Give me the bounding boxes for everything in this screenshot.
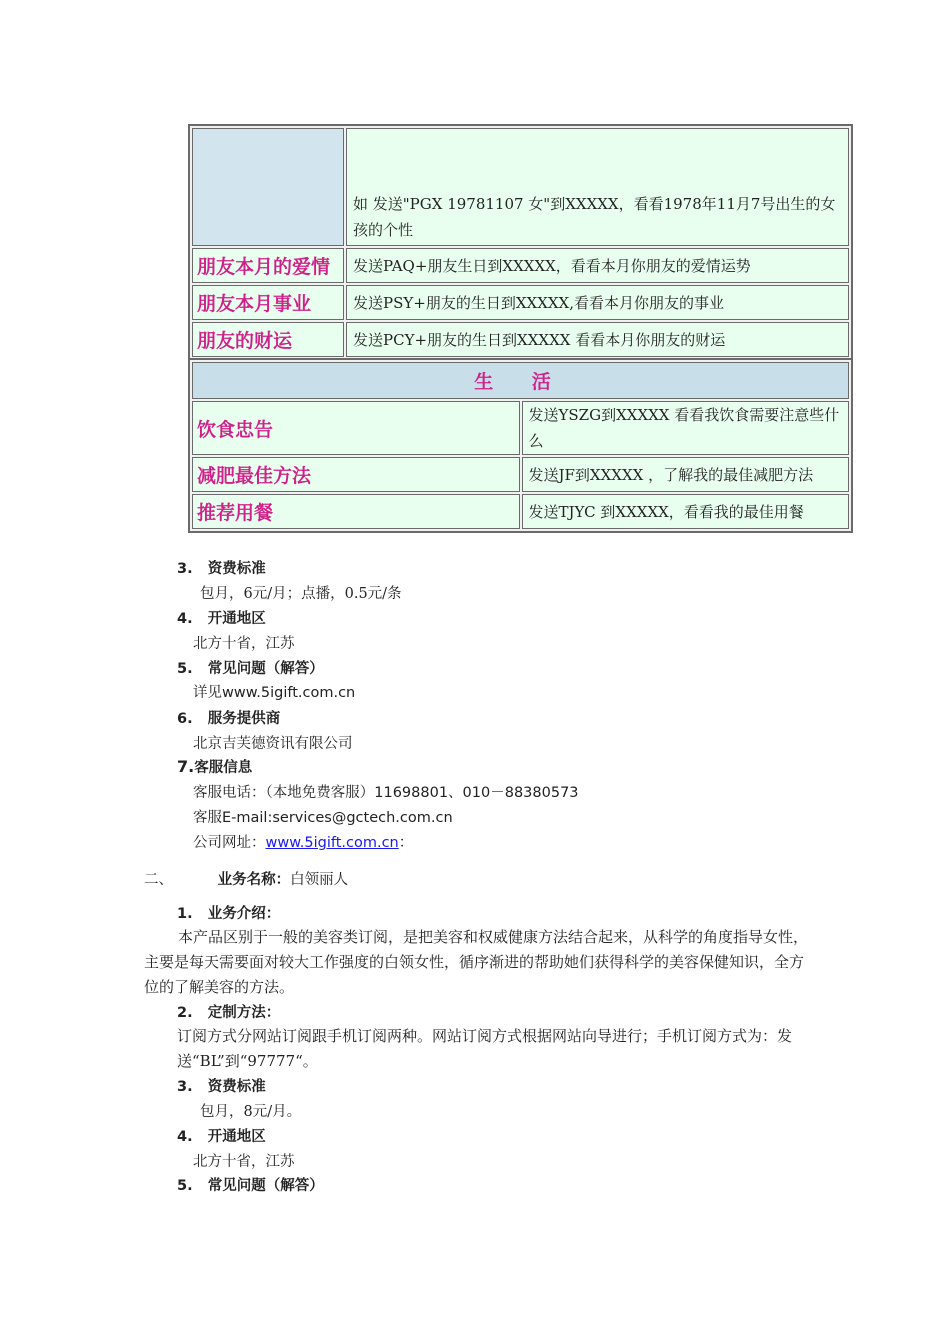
- heading-title: 资费标准: [207, 561, 266, 577]
- row-desc: 发送YSZG到XXXXX 看看我饮食需要注意些什么: [522, 401, 850, 455]
- heading-title: 定制方法：: [207, 1005, 281, 1021]
- row-label: 减肥最佳方法: [192, 457, 520, 492]
- heading-number: 4.: [177, 611, 193, 627]
- part-title-label: 业务名称：: [217, 872, 291, 888]
- fee-text: 包月，6元/月；点播，0.5元/条: [200, 586, 402, 602]
- heading-title: 业务介绍：: [207, 906, 281, 922]
- row-desc: 发送PAQ+朋友生日到XXXXX，看看本月你朋友的爱情运势: [346, 248, 849, 283]
- order-text: 订阅方式分网站订阅跟手机订阅两种。网站订阅方式根据网站向导进行；手机订阅方式为：发送“BL”到“97777“。: [177, 1027, 793, 1070]
- row-label: 饮食忠告: [192, 401, 520, 455]
- row-label: 推荐用餐: [192, 494, 520, 529]
- table-row: [192, 285, 849, 320]
- heading-number: 4.: [177, 1129, 193, 1145]
- website-label: 公司网址：: [193, 835, 266, 851]
- heading-number: 6.: [177, 711, 193, 727]
- table-row: [192, 494, 849, 529]
- faq-text: [193, 681, 355, 702]
- heading-title: 开通地区: [207, 1129, 266, 1145]
- row-label: 朋友本月的爱情: [192, 248, 344, 283]
- website-link[interactable]: www.5igift.com.cn: [265, 835, 399, 851]
- row-label: [192, 128, 344, 246]
- table-row: [192, 248, 849, 283]
- intro-text: 本产品区别于一般的美容类订阅，是把美容和权威健康方法结合起来，从科学的角度指导女性，主要是每天需要面对较大工作强度的白领女性，循序渐进的帮助她们获得科学的美容保健知识，全方位的了解美容的方法。: [144, 928, 809, 996]
- section-heading: [177, 756, 252, 777]
- row-desc: [346, 128, 849, 246]
- heading-title: 客服信息: [194, 760, 253, 776]
- table-title: 生 活: [192, 362, 849, 399]
- section-heading: [177, 657, 324, 678]
- row-desc-text: 如 发送"PGX 19781107 女"到XXXXX，看看1978年11月7号出生的女孩的个性: [353, 195, 836, 239]
- table-row: [192, 128, 849, 246]
- provider-text: 北京吉芙德资讯有限公司: [193, 736, 353, 752]
- section-heading: [177, 1174, 324, 1195]
- heading-title: 开通地区: [207, 611, 266, 627]
- heading-title: 常见问题（解答）: [207, 1178, 324, 1194]
- section-heading: [177, 557, 266, 578]
- table-row: [192, 457, 849, 492]
- part-number: 二、: [144, 872, 173, 888]
- row-desc: 发送JF到XXXXX ，了解我的最佳减肥方法: [522, 457, 850, 492]
- row-desc: 发送PCY+朋友的生日到XXXXX 看看本月你朋友的财运: [346, 322, 849, 357]
- heading-title: 服务提供商: [207, 711, 281, 727]
- email-text: [193, 806, 453, 827]
- section-heading: [177, 707, 280, 728]
- email-value: E-mail:services@gctech.com.cn: [222, 810, 453, 826]
- row-label: 朋友本月事业: [192, 285, 344, 320]
- website-text: [193, 831, 413, 852]
- section-heading: [177, 902, 280, 923]
- heading-number: 5.: [177, 661, 193, 677]
- heading-number: 7.: [177, 757, 195, 776]
- faq-url: www.5igift.com.cn: [222, 685, 356, 701]
- intro-paragraph: [144, 925, 814, 1000]
- heading-number: 3.: [177, 561, 193, 577]
- region-text: 北方十省，江苏: [193, 636, 295, 652]
- heading-number: 3.: [177, 1079, 193, 1095]
- horoscope-table: [188, 124, 853, 361]
- table-row: [192, 322, 849, 357]
- order-paragraph: [177, 1024, 807, 1074]
- life-table: [188, 358, 853, 533]
- phone-value: （本地免费客服）11698801、010－88380573: [265, 785, 579, 801]
- phone-text: [193, 781, 579, 802]
- row-desc: 发送PSY+朋友的生日到XXXXX,看看本月你朋友的事业: [346, 285, 849, 320]
- phone-label: 客服电话：: [193, 785, 266, 801]
- part-title-value: 白领丽人: [290, 872, 349, 888]
- heading-title: 常见问题（解答）: [207, 661, 324, 677]
- heading-number: 2.: [177, 1005, 193, 1021]
- heading-title: 资费标准: [207, 1079, 266, 1095]
- part-heading: [144, 868, 348, 889]
- section-heading: [177, 607, 266, 628]
- website-suffix: ：: [398, 835, 414, 851]
- faq-prefix: 详见: [193, 685, 222, 701]
- fee-text: 包月，8元/月。: [200, 1104, 302, 1120]
- heading-number: 5.: [177, 1178, 193, 1194]
- row-label: 朋友的财运: [192, 322, 344, 357]
- section-heading: [177, 1001, 280, 1022]
- section-heading: [177, 1125, 266, 1146]
- table-header-row: [192, 362, 849, 399]
- email-label: 客服: [193, 810, 222, 826]
- heading-number: 1.: [177, 906, 193, 922]
- row-desc: 发送TJYC 到XXXXX，看看我的最佳用餐: [522, 494, 850, 529]
- table-row: [192, 401, 849, 455]
- region-text: 北方十省，江苏: [193, 1154, 295, 1170]
- section-heading: [177, 1075, 266, 1096]
